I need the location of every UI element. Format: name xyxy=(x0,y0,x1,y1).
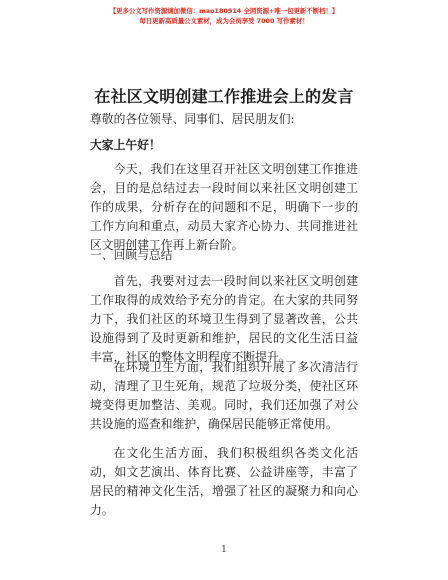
section-heading-review: 一、回顾与总结 xyxy=(90,248,173,262)
salutation: 尊敬的各位领导、同事们、居民朋友们: xyxy=(90,112,295,126)
promo-banner-line-2: 每日更新高质量公文素材，成为会员享受 7000 写作素材！ xyxy=(139,17,309,25)
greeting: 大家上午好！ xyxy=(90,138,161,152)
page-number: 1 xyxy=(221,545,227,555)
paragraph-environment: 在环境卫生方面，我们组织开展了多次清洁行动，清理了卫生死角，规范了垃圾分类，使社区环境变得更加整洁、美观。同时，我们还加强了对公共设施的巡查和维护，确保居民能够正常使用。 xyxy=(90,360,358,431)
paragraph-intro: 今天，我们在这里召开社区文明创建工作推进会，目的是总结过去一段时间以来社区文明创建工作的成果，分析存在的问题和不足，明确下一步的工作方向和重点，动员大家齐心协力、共同推进社区文明创建工作再上新台阶。 xyxy=(90,162,358,252)
promo-banner xyxy=(0,6,448,26)
paragraph-achievements: 首先，我要对过去一段时间以来社区文明创建工作取得的成效给予充分的肯定。在大家的共同努力下，我们社区的环境卫生得到了显著改善，公共设施得到了及时更新和维护，居民的文化生活日益丰富，社区的整体文明程度不断提升。 xyxy=(90,274,358,364)
paragraph-culture: 在文化生活方面，我们积极组织各类文化活动，如文艺演出、体育比赛、公益讲座等，丰富了居民的精神文化生活，增强了社区的凝聚力和向心力。 xyxy=(90,446,358,517)
document-title: 在社区文明创建工作推进会上的发言 xyxy=(94,87,354,106)
promo-banner-line-1: 【更多公文写作资源请加微信：mao180914 全网资源+唯一包更新不断档！】 xyxy=(109,7,339,15)
